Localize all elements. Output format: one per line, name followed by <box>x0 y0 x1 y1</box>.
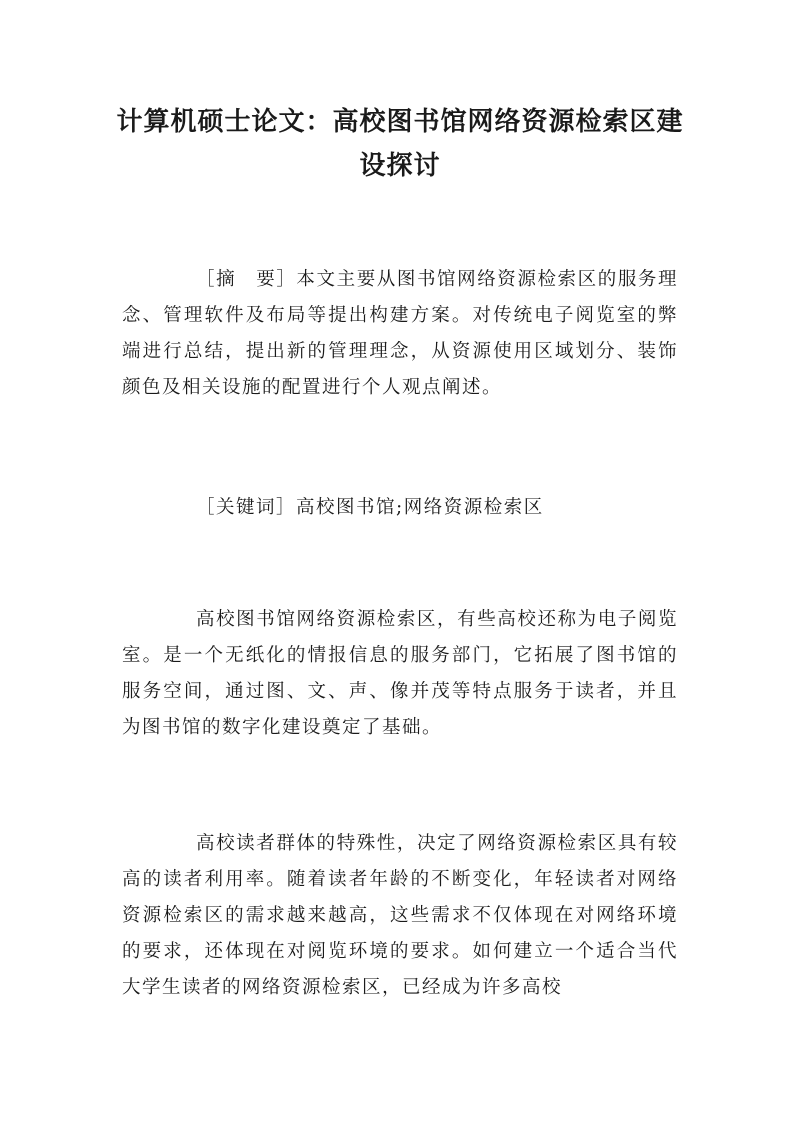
abstract-paragraph: ［摘 要］本文主要从图书馆网络资源检索区的服务理念、管理软件及布局等提出构建方案。对传统电子阅览室的弊端进行总结，提出新的管理理念，从资源使用区域划分、装饰颜色及相关设施的配置进行个人观点阐述。 <box>122 269 678 398</box>
body-paragraph-1: 高校图书馆网络资源检索区，有些高校还称为电子阅览室。是一个无纸化的情报信息的服务部门，它拓展了图书馆的服务空间，通过图、文、声、像并茂等特点服务于读者，并且为图书馆的数字化建设奠定了基础。 <box>122 609 678 738</box>
keywords-paragraph: ［关键词］高校图书馆;网络资源检索区 <box>196 497 544 518</box>
body-paragraph-2: 高校读者群体的特殊性，决定了网络资源检索区具有较高的读者利用率。随着读者年龄的不断变化，年轻读者对网络资源检索区的需求越来越高，这些需求不仅体现在对网络环境的要求，还体现在对阅览环境的要求。如何建立一个适合当代大学生读者的网络资源检索区，已经成为许多高校 <box>122 833 678 998</box>
document-title: 计算机硕士论文：高校图书馆网络资源检索区建设探讨 <box>116 107 684 181</box>
